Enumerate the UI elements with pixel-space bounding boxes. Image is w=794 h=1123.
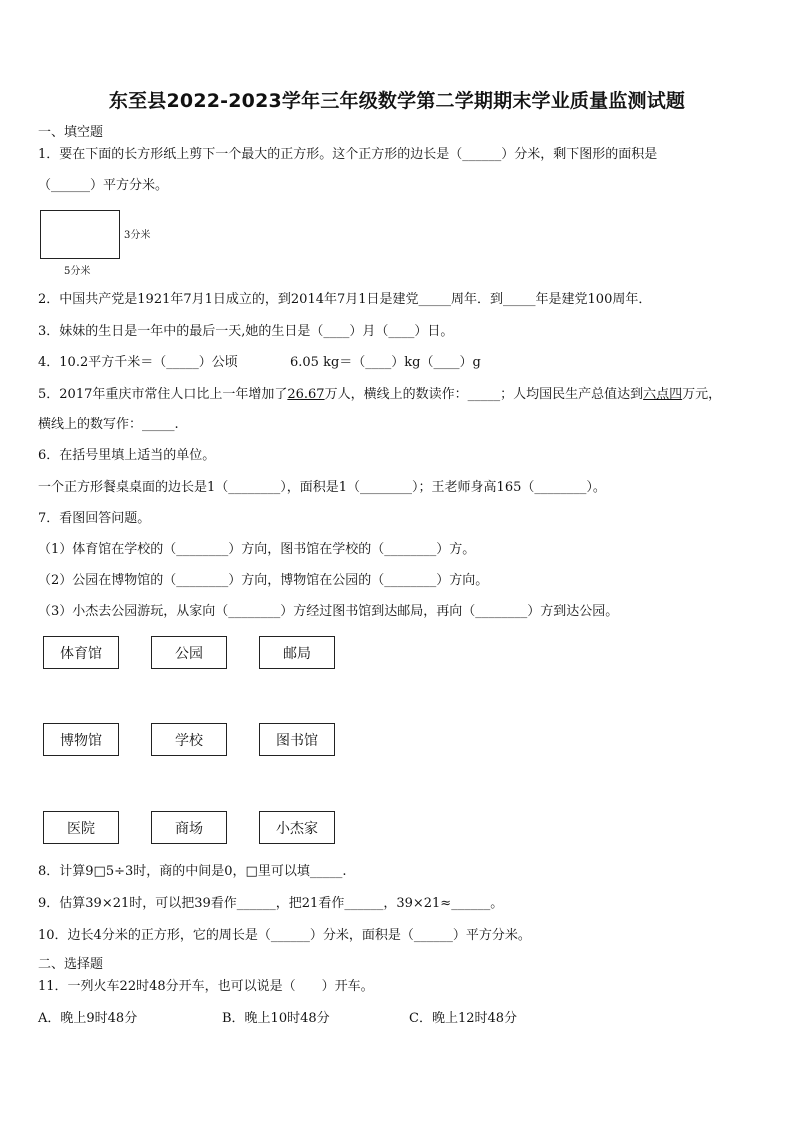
question-1-line-1: 1．要在下面的长方形纸上剪下一个最大的正方形。这个正方形的边长是（______）分米，剩下图形的面积是 [38,147,658,162]
q5-underlined-number: 26.67 [287,387,325,402]
section-heading-choice: 二、选择题 [38,957,104,972]
rectangle-width-label: 5分米 [64,266,91,277]
question-5-line-1 [38,386,721,404]
map-box-gym: 体育馆 [43,636,119,669]
question-7-sub-3: （3）小杰去公园游玩，从家向（________）方经过图书馆到达邮局，再向（________）方到达公园。 [38,604,619,619]
map-box-park: 公园 [151,636,227,669]
question-10: 10．边长4分米的正方形，它的周长是（______）分米，面积是（______）平方分米。 [38,928,531,943]
map-box-library: 图书馆 [259,723,335,756]
question-4-part-1: 4．10.2平方千米＝（_____）公顷 [38,355,238,370]
question-7-sub-2: （2）公园在博物馆的（________）方向，博物馆在公园的（________）方向。 [38,573,489,588]
rectangle-height-label: 3分米 [124,230,151,241]
question-4-part-2: 6.05 kg＝（____）kg（____）g [290,355,481,370]
map-box-museum: 博物馆 [43,723,119,756]
section-heading-fill-blank: 一、填空题 [38,125,104,140]
question-11-stem: 11．一列火车22时48分开车，也可以说是（ ）开车。 [38,979,374,994]
question-3: 3．妹妹的生日是一年中的最后一天,她的生日是（____）月（____）日。 [38,324,454,339]
question-7-sub-1: （1）体育馆在学校的（________）方向，图书馆在学校的（________）方。 [38,542,476,557]
map-box-post-office: 邮局 [259,636,335,669]
q5-text-c: 万元， [682,387,722,402]
rectangle-figure [40,210,120,259]
question-6-line-2: 一个正方形餐桌桌面的边长是1（________），面积是1（________）；王老师身高165（________）。 [38,480,606,495]
question-1-line-2: （______）平方分米。 [38,178,169,193]
question-9: 9．估算39×21时，可以把39看作______，把21看作______，39×21≈______。 [38,896,504,911]
map-box-xiaojie-home: 小杰家 [259,811,335,844]
question-2: 2．中国共产党是1921年7月1日成立的，到2014年7月1日是建党_____周年．到_____年是建党100周年． [38,292,652,307]
question-7-line-1: 7．看图回答问题。 [38,511,151,526]
page-title: 东至县2022-2023学年三年级数学第二学期期末学业质量监测试题 [108,90,686,112]
question-11-option-c: C．晚上12时48分 [409,1011,518,1026]
question-8: 8．计算9□5÷3时，商的中间是0，□里可以填_____. [38,864,347,879]
q5-text-b: 万人，横线上的数读作：_____；人均国民生产总值达到 [324,387,644,402]
q5-underlined-words: 六点四 [643,387,683,402]
question-11-option-a: A．晚上9时48分 [38,1011,138,1026]
map-box-hospital: 医院 [43,811,119,844]
question-11-option-b: B．晚上10时48分 [222,1011,330,1026]
q5-text-a: 5．2017年重庆市常住人口比上一年增加了 [38,387,288,402]
map-box-mall: 商场 [151,811,227,844]
question-5-line-2: 横线上的数写作：_____. [38,417,179,432]
map-box-school: 学校 [151,723,227,756]
question-6-line-1: 6．在括号里填上适当的单位。 [38,448,216,463]
